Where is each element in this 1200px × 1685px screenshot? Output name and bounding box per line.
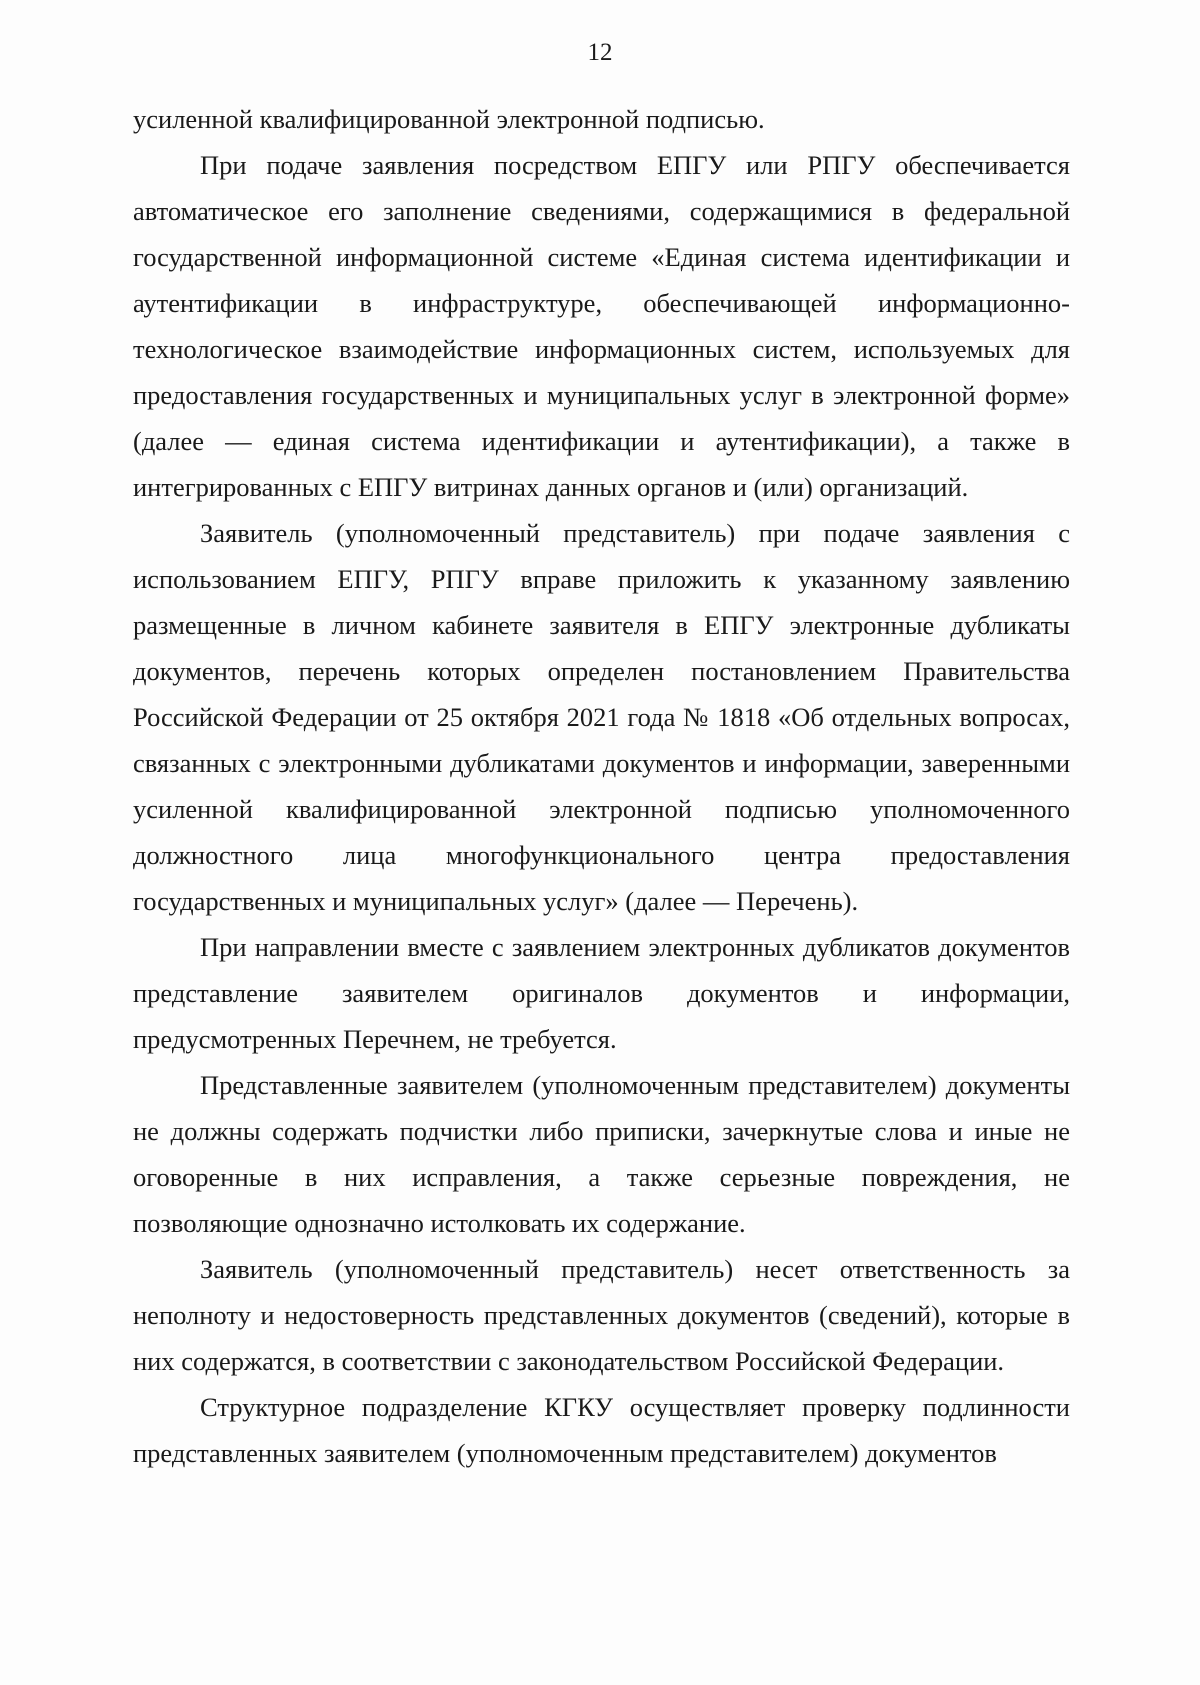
paragraph-applicant-responsibility: Заявитель (уполномоченный представитель) несет ответственность за неполноту и недостоверность представленных документов (сведений), которые в них содержатся, в соответствии с законодательством Российской Федерации. [133, 1254, 1070, 1376]
page-number: 12 [587, 39, 613, 66]
paragraph-document-requirements: Представленные заявителем (уполномоченным представителем) документы не должны содержать подчистки либо приписки, зачеркнутые слова и иные не оговоренные в них исправления, а также серьезные повреждения, не позволяющие однозначно истолковать их содержание. [133, 1070, 1070, 1238]
paragraph-continuation: усиленной квалифицированной электронной подписью. [133, 104, 765, 134]
paragraph-authenticity-check: Структурное подразделение КГКУ осуществляет проверку подлинности представленных заявителем (уполномоченным представителем) документов [133, 1392, 1070, 1468]
paragraph-originals-not-required: При направлении вместе с заявлением электронных дубликатов документов представление заявителем оригиналов документов и информации, предусмотренных Перечнем, не требуется. [133, 932, 1070, 1054]
paragraph-epgu-autofill: При подаче заявления посредством ЕПГУ или РПГУ обеспечивается автоматическое его заполнение сведениями, содержащимися в федеральной государственной информационной системе «Единая система идентификации и аутентификации в инфраструктуре, обеспечивающей информационно-технологическое взаимодействие информационных систем, используемых для предоставления государственных и муниципальных услуг в электронной форме» (далее — единая система идентификации и аутентификации), а также в интегрированных с ЕПГУ витринах данных органов и (или) организаций. [133, 150, 1070, 502]
paragraph-electronic-duplicates: Заявитель (уполномоченный представитель) при подаче заявления с использованием ЕПГУ, РПГУ вправе приложить к указанному заявлению размещенные в личном кабинете заявителя в ЕПГУ электронные дубликаты документов, перечень которых определен постановлением Правительства Российской Федерации от 25 октября 2021 года № 1818 «Об отдельных вопросах, связанных с электронными дубликатами документов и информации, заверенными усиленной квалифицированной электронной подписью уполномоченного должностного лица многофункционального центра предоставления государственных и муниципальных услуг» (далее — Перечень). [133, 518, 1070, 916]
document-body [133, 96, 1070, 1476]
